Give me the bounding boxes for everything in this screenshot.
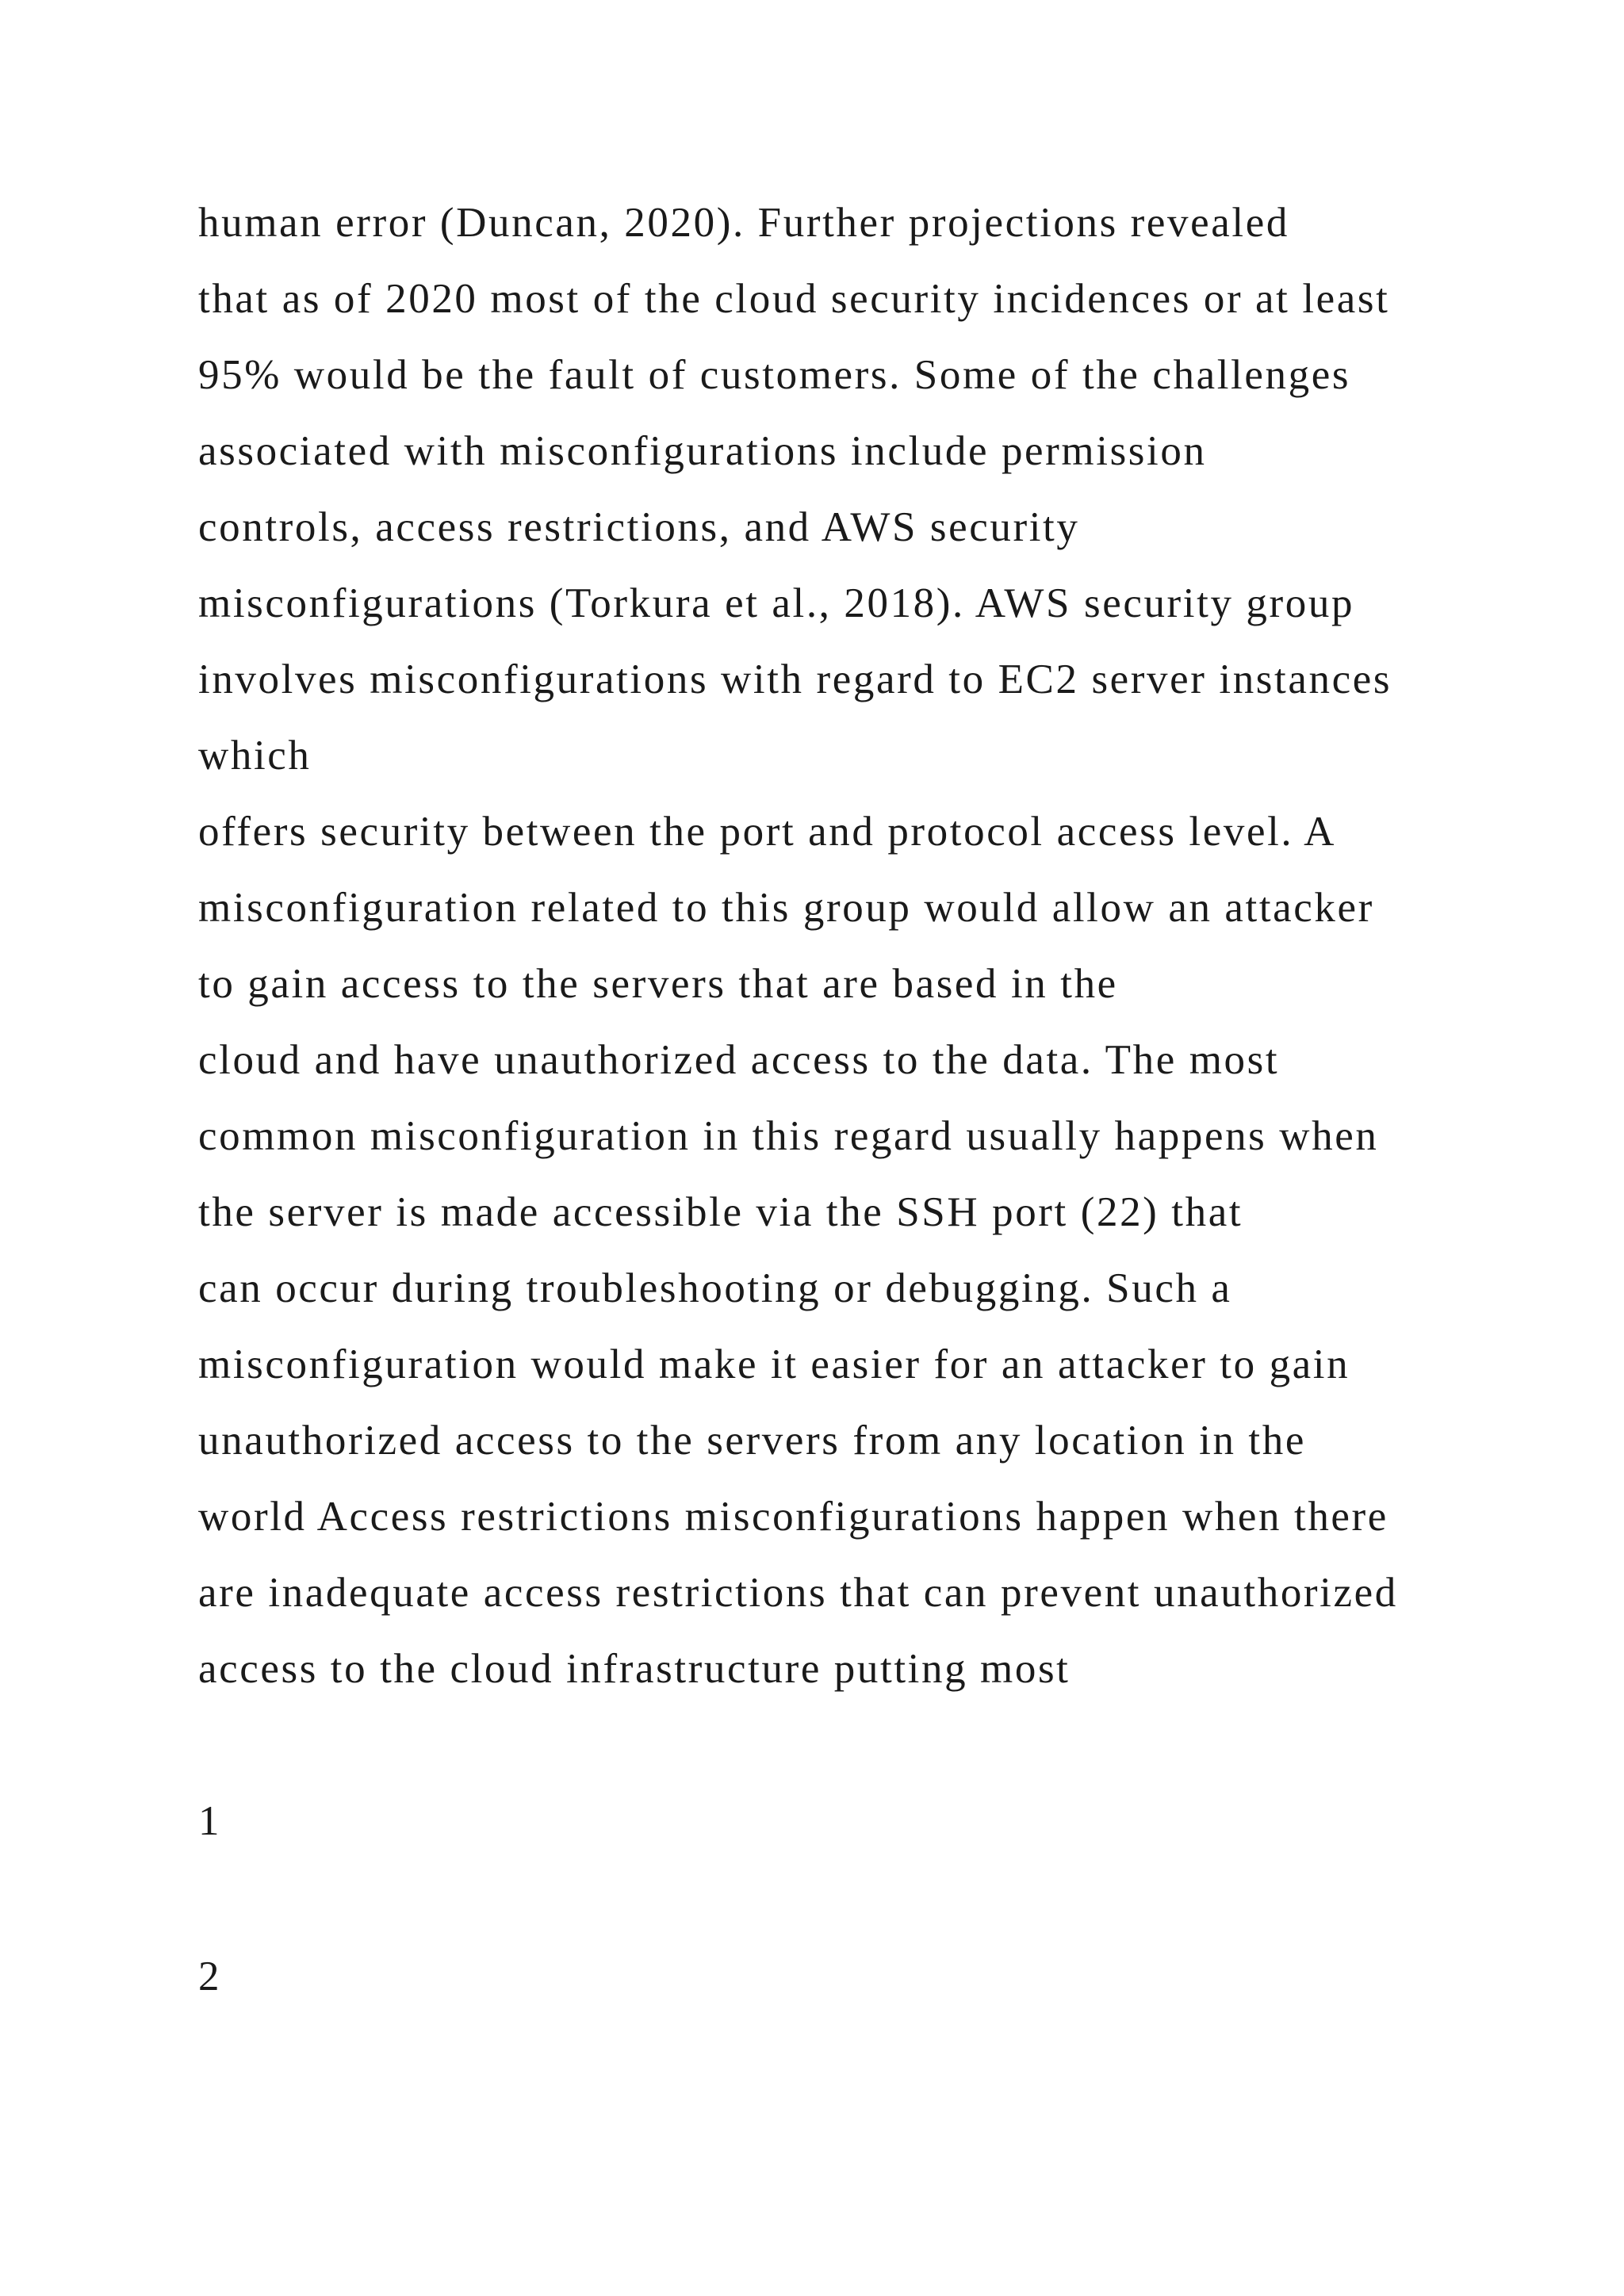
- text-line: access to the cloud infrastructure putting most: [198, 1646, 1071, 1692]
- page-number: 1: [198, 1798, 220, 1844]
- text-line: offers security between the port and protocol access level. A: [198, 809, 1337, 855]
- body-text: [198, 195, 1515, 1717]
- text-line: misconfiguration would make it easier for an attacker to gain: [198, 1341, 1350, 1387]
- text-line: can occur during troubleshooting or debugging. Such a: [198, 1265, 1232, 1311]
- page-number: 2: [198, 1954, 220, 1999]
- text-line: the server is made accessible via the SSH port (22) that: [198, 1189, 1243, 1235]
- text-line: unauthorized access to the servers from any location in the: [198, 1418, 1306, 1464]
- text-line: controls, access restrictions, and AWS security: [198, 504, 1080, 550]
- text-line: to gain access to the servers that are based in the: [198, 961, 1118, 1007]
- text-line: are inadequate access restrictions that can prevent unauthorized: [198, 1570, 1398, 1616]
- text-line: which: [198, 733, 312, 779]
- text-line: involves misconfigurations with regard to EC2 server instances: [198, 656, 1392, 702]
- text-line: cloud and have unauthorized access to the data. The most: [198, 1037, 1280, 1083]
- text-line: common misconfiguration in this regard usually happens when: [198, 1113, 1379, 1159]
- text-line: that as of 2020 most of the cloud security incidences or at least: [198, 276, 1390, 322]
- text-line: 95% would be the fault of customers. Some of the challenges: [198, 352, 1351, 398]
- text-line: misconfiguration related to this group would allow an attacker: [198, 885, 1374, 931]
- text-line: associated with misconfigurations include permission: [198, 428, 1207, 474]
- text-line: human error (Duncan, 2020). Further projections revealed: [198, 200, 1289, 246]
- text-line: misconfigurations (Torkura et al., 2018). AWS security group: [198, 580, 1355, 626]
- text-line: world Access restrictions misconfigurations happen when there: [198, 1494, 1388, 1540]
